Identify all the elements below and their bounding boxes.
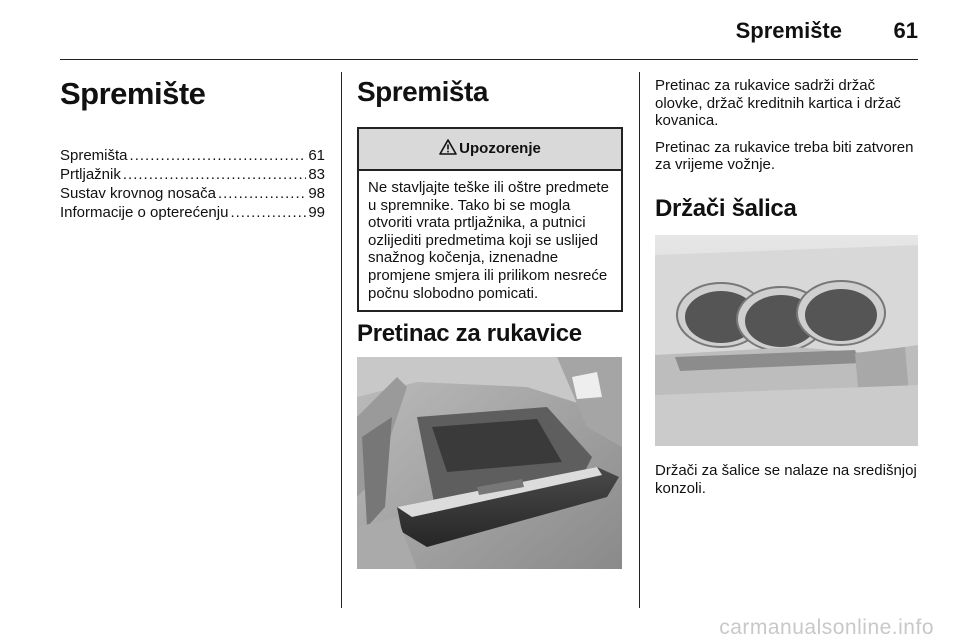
warning-header bbox=[359, 129, 621, 171]
chapter-column bbox=[60, 72, 325, 222]
glovebox-photo bbox=[357, 357, 622, 569]
cupholders-photo bbox=[655, 235, 918, 446]
toc-entry[interactable] bbox=[60, 203, 325, 222]
toc-leader-dots bbox=[230, 203, 306, 222]
toc-entry-page: 61 bbox=[308, 147, 325, 164]
toc-leader-dots bbox=[123, 165, 306, 184]
toc-leader-dots bbox=[218, 184, 306, 203]
page-number: 61 bbox=[893, 18, 918, 43]
toc-leader-dots bbox=[130, 146, 307, 165]
warning-text: Ne stavljajte teške ili oštre predmete u spremnike. Tako bi se mogla otvoriti vrata prtljažnika, a putnici ozlijediti predmetima koji se uslijed snažnog kočenja, iznenadne promjene smjera ili prilikom nesreće počnu slobodno pomicati. bbox=[368, 179, 609, 302]
running-head-title: Spremište bbox=[735, 18, 842, 43]
chapter-title: Spremište bbox=[60, 76, 206, 111]
toc-entry-page: 98 bbox=[308, 185, 325, 202]
header-rule bbox=[60, 59, 918, 60]
toc-entry-label: Sustav krovnog nosača bbox=[60, 185, 216, 202]
section-title: Spremišta bbox=[357, 76, 488, 107]
column-divider bbox=[639, 72, 640, 608]
storage-column bbox=[357, 72, 623, 569]
chapter-toc bbox=[60, 146, 325, 222]
toc-entry[interactable] bbox=[60, 146, 325, 165]
cupholder-column bbox=[655, 72, 920, 497]
cupholders-title: Držači šalica bbox=[655, 194, 797, 222]
warning-box bbox=[357, 127, 623, 312]
glovebox-title: Pretinac za rukavice bbox=[357, 320, 582, 348]
toc-entry-page: 99 bbox=[308, 204, 325, 221]
warning-triangle-icon bbox=[439, 139, 457, 155]
toc-entry-label: Spremišta bbox=[60, 147, 128, 164]
toc-entry[interactable] bbox=[60, 184, 325, 203]
toc-entry-label: Informacije o opterećenju bbox=[60, 204, 229, 221]
watermark: carmanualsonline.info bbox=[719, 616, 934, 639]
cupholders-description: Držači za šalice se nalaze na središnjoj konzoli. bbox=[655, 461, 917, 497]
warning-title: Upozorenje bbox=[459, 140, 541, 157]
glovebox-description: Pretinac za rukavice sadrži držač olovke, držač kreditnih kartica i držač kovanica. bbox=[655, 77, 901, 130]
column-divider bbox=[341, 72, 342, 608]
toc-entry-label: Prtljažnik bbox=[60, 166, 121, 183]
glovebox-driving-note: Pretinac za rukavice treba biti zatvoren za vrijeme vožnje. bbox=[655, 138, 914, 174]
toc-entry-page: 83 bbox=[308, 166, 325, 183]
toc-entry[interactable] bbox=[60, 165, 325, 184]
